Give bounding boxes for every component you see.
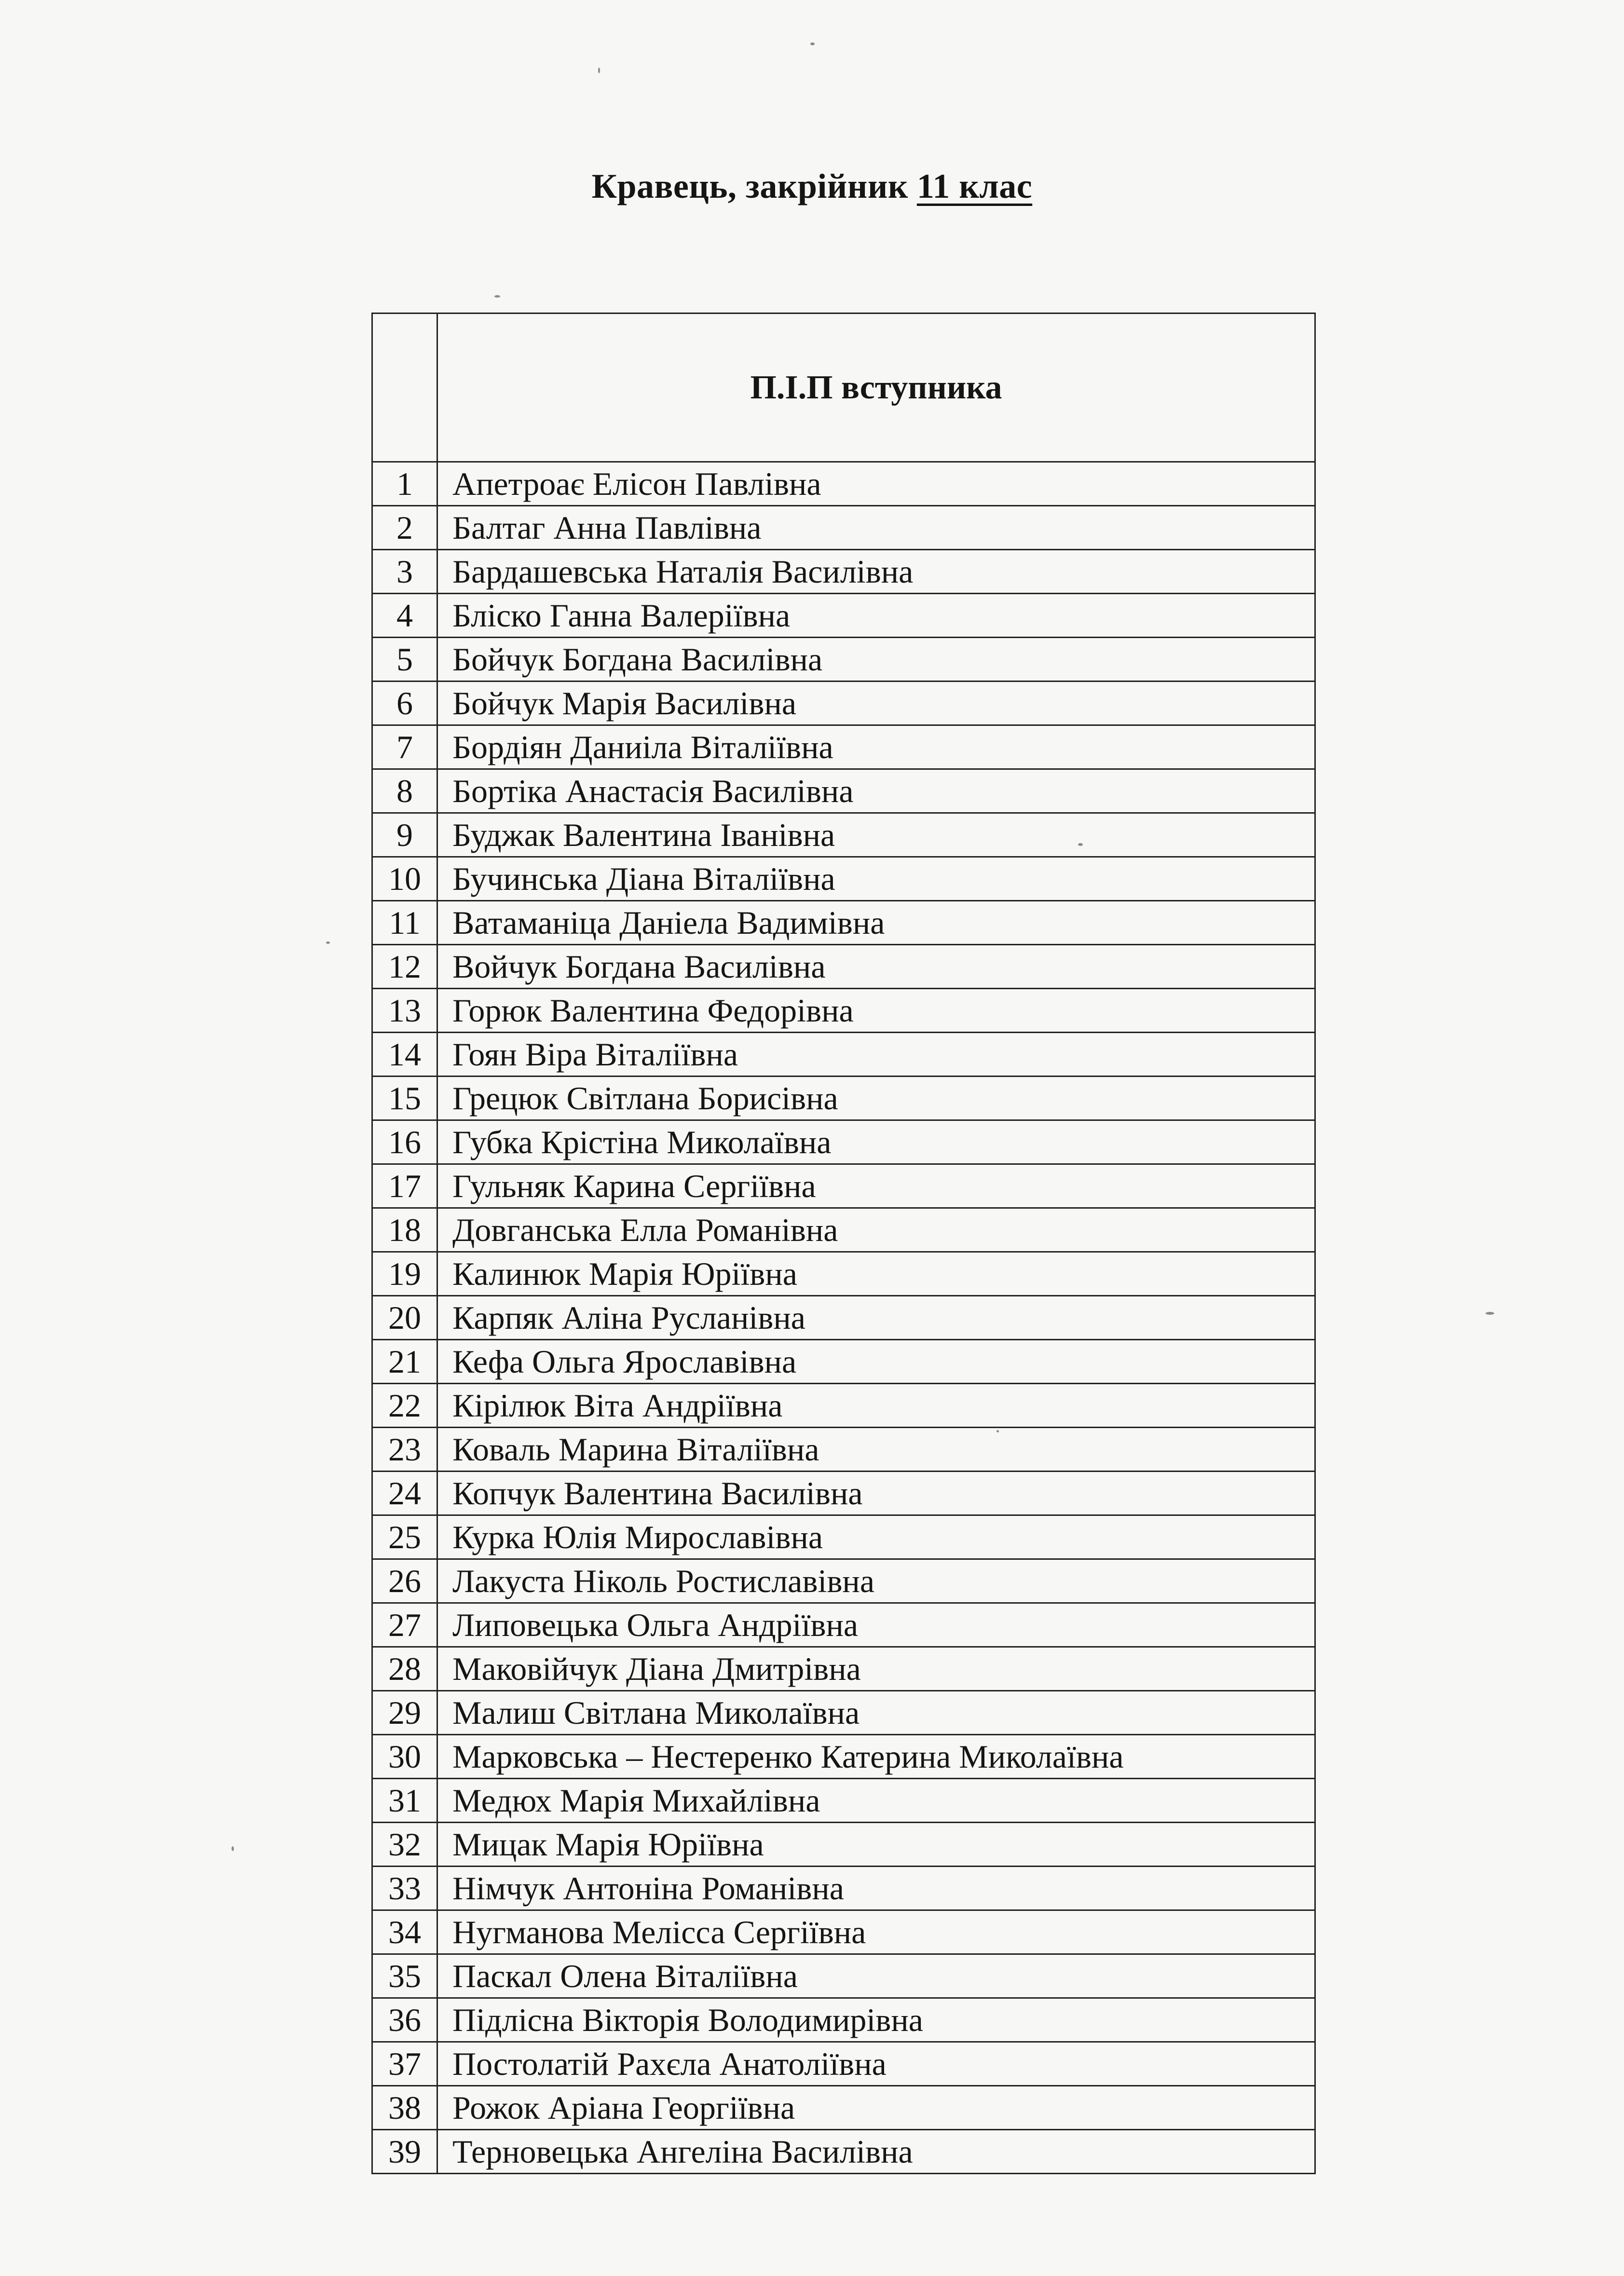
- scan-speck: [494, 295, 500, 298]
- table-row: [372, 901, 1315, 945]
- row-number: 3: [372, 550, 437, 594]
- table-row: [372, 1998, 1315, 2042]
- applicant-name: Балтаг Анна Павлівна: [437, 506, 1315, 550]
- table-row: [372, 1954, 1315, 1998]
- applicant-name: Бойчук Марія Василівна: [437, 681, 1315, 725]
- table-row: [372, 1823, 1315, 1867]
- table-row: [372, 1296, 1315, 1340]
- applicant-name: Апетроає Елісон Павлівна: [437, 462, 1315, 506]
- table-row: [372, 1120, 1315, 1164]
- row-number: 6: [372, 681, 437, 725]
- table-row: [372, 1735, 1315, 1779]
- row-number: 10: [372, 857, 437, 901]
- table-row: [372, 1472, 1315, 1515]
- table-row: [372, 725, 1315, 769]
- table-row: [372, 813, 1315, 857]
- row-number: 23: [372, 1428, 437, 1472]
- table-row: [372, 1647, 1315, 1691]
- row-number: 28: [372, 1647, 437, 1691]
- table-row: [372, 1164, 1315, 1208]
- row-number: 31: [372, 1779, 437, 1823]
- applicant-name: Бліско Ганна Валеріївна: [437, 594, 1315, 638]
- table-row: [372, 2130, 1315, 2174]
- applicant-name: Маковійчук Діана Дмитрівна: [437, 1647, 1315, 1691]
- table-row: [372, 638, 1315, 681]
- scan-speck: [1078, 843, 1083, 846]
- row-number: 34: [372, 1910, 437, 1954]
- row-number: 11: [372, 901, 437, 945]
- applicant-name: Бардашевська Наталія Василівна: [437, 550, 1315, 594]
- applicant-name: Губка Крістіна Миколаївна: [437, 1120, 1315, 1164]
- applicant-name: Коваль Марина Віталіївна: [437, 1428, 1315, 1472]
- table-body: [372, 462, 1315, 2174]
- number-column-header: [372, 313, 437, 462]
- table-row: [372, 1691, 1315, 1735]
- row-number: 8: [372, 769, 437, 813]
- page-title: [0, 166, 1624, 206]
- applicant-name: Калинюк Марія Юріївна: [437, 1252, 1315, 1296]
- row-number: 18: [372, 1208, 437, 1252]
- scan-speck: [996, 1430, 999, 1432]
- row-number: 22: [372, 1384, 437, 1428]
- scan-speck: [810, 42, 815, 45]
- applicant-name: Медюх Марія Михайлівна: [437, 1779, 1315, 1823]
- table-row: [372, 1384, 1315, 1428]
- scan-speck: [598, 68, 600, 73]
- table-row: [372, 1779, 1315, 1823]
- applicant-name: Копчук Валентина Василівна: [437, 1472, 1315, 1515]
- applicant-name: Буджак Валентина Іванівна: [437, 813, 1315, 857]
- row-number: 26: [372, 1559, 437, 1603]
- applicant-name: Курка Юлія Мирославівна: [437, 1515, 1315, 1559]
- row-number: 33: [372, 1867, 437, 1910]
- applicant-name: Ватаманіца Даніела Вадимівна: [437, 901, 1315, 945]
- table-row: [372, 1340, 1315, 1384]
- row-number: 20: [372, 1296, 437, 1340]
- table-row: [372, 1033, 1315, 1077]
- table-row: [372, 769, 1315, 813]
- table-row: [372, 1603, 1315, 1647]
- applicant-name: Горюк Валентина Федорівна: [437, 989, 1315, 1033]
- applicant-name: Кефа Ольга Ярославівна: [437, 1340, 1315, 1384]
- table-row: [372, 462, 1315, 506]
- table-row: [372, 1515, 1315, 1559]
- row-number: 2: [372, 506, 437, 550]
- row-number: 15: [372, 1077, 437, 1120]
- applicant-name: Войчук Богдана Василівна: [437, 945, 1315, 989]
- applicant-name: Гульняк Карина Сергіївна: [437, 1164, 1315, 1208]
- applicant-name: Гоян Віра Віталіївна: [437, 1033, 1315, 1077]
- table-row: [372, 945, 1315, 989]
- row-number: 36: [372, 1998, 437, 2042]
- row-number: 21: [372, 1340, 437, 1384]
- applicant-name: Грецюк Світлана Борисівна: [437, 1077, 1315, 1120]
- applicant-name: Кірілюк Віта Андріївна: [437, 1384, 1315, 1428]
- table-row: [372, 1559, 1315, 1603]
- applicant-name: Паскал Олена Віталіївна: [437, 1954, 1315, 1998]
- applicant-name: Нугманова Мелісса Сергіївна: [437, 1910, 1315, 1954]
- row-number: 37: [372, 2042, 437, 2086]
- applicant-name: Постолатій Рахєла Анатоліївна: [437, 2042, 1315, 2086]
- row-number: 32: [372, 1823, 437, 1867]
- applicant-name: Липовецька Ольга Андріївна: [437, 1603, 1315, 1647]
- scan-speck: [1486, 1312, 1494, 1315]
- row-number: 7: [372, 725, 437, 769]
- scan-speck: [232, 1846, 234, 1851]
- table-row: [372, 2042, 1315, 2086]
- applicant-name: Рожок Аріана Георгіївна: [437, 2086, 1315, 2130]
- row-number: 4: [372, 594, 437, 638]
- row-number: 35: [372, 1954, 437, 1998]
- row-number: 38: [372, 2086, 437, 2130]
- applicants-table: [371, 313, 1316, 2174]
- page-title-text: Кравець, закрійник: [591, 167, 908, 205]
- applicant-name: Довганська Елла Романівна: [437, 1208, 1315, 1252]
- table-row: [372, 1208, 1315, 1252]
- applicant-name: Бордіян Даниіла Віталіївна: [437, 725, 1315, 769]
- row-number: 29: [372, 1691, 437, 1735]
- table-row: [372, 1867, 1315, 1910]
- applicant-name: Карпяк Аліна Русланівна: [437, 1296, 1315, 1340]
- row-number: 12: [372, 945, 437, 989]
- applicant-name: Бортіка Анастасія Василівна: [437, 769, 1315, 813]
- table-row: [372, 550, 1315, 594]
- page-title-class: 11 клас: [916, 167, 1033, 205]
- applicant-name: Бучинська Діана Віталіївна: [437, 857, 1315, 901]
- row-number: 39: [372, 2130, 437, 2174]
- row-number: 16: [372, 1120, 437, 1164]
- table-row: [372, 1428, 1315, 1472]
- applicant-name: Бойчук Богдана Василівна: [437, 638, 1315, 681]
- applicant-name: Підлісна Вікторія Володимирівна: [437, 1998, 1315, 2042]
- applicant-name: Лакуста Ніколь Ростиславівна: [437, 1559, 1315, 1603]
- applicant-name: Мицак Марія Юріївна: [437, 1823, 1315, 1867]
- table-row: [372, 681, 1315, 725]
- table-row: [372, 1077, 1315, 1120]
- row-number: 24: [372, 1472, 437, 1515]
- row-number: 19: [372, 1252, 437, 1296]
- applicant-name: Малиш Світлана Миколаївна: [437, 1691, 1315, 1735]
- applicant-name: Марковська – Нестеренко Катерина Миколаївна: [437, 1735, 1315, 1779]
- row-number: 13: [372, 989, 437, 1033]
- table-row: [372, 594, 1315, 638]
- row-number: 1: [372, 462, 437, 506]
- row-number: 30: [372, 1735, 437, 1779]
- row-number: 25: [372, 1515, 437, 1559]
- row-number: 9: [372, 813, 437, 857]
- table-row: [372, 1910, 1315, 1954]
- table-row: [372, 989, 1315, 1033]
- table-row: [372, 506, 1315, 550]
- applicant-name: Німчук Антоніна Романівна: [437, 1867, 1315, 1910]
- table-row: [372, 2086, 1315, 2130]
- row-number: 27: [372, 1603, 437, 1647]
- applicant-name: Терновецька Ангеліна Василівна: [437, 2130, 1315, 2174]
- table-header-row: [372, 313, 1315, 462]
- table-row: [372, 1252, 1315, 1296]
- row-number: 5: [372, 638, 437, 681]
- row-number: 17: [372, 1164, 437, 1208]
- name-column-header: П.І.П вступника: [437, 313, 1315, 462]
- row-number: 14: [372, 1033, 437, 1077]
- table-row: [372, 857, 1315, 901]
- scan-speck: [326, 941, 330, 944]
